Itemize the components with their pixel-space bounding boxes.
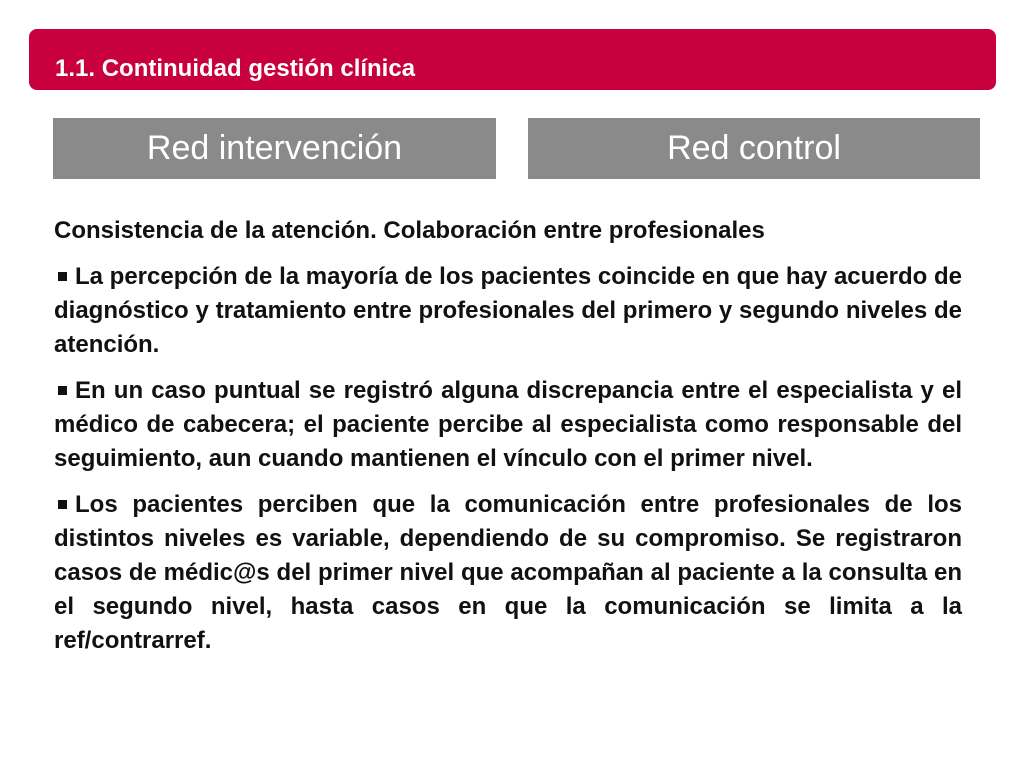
bullet-text: Los pacientes perciben que la comunicación entre profesionales de los distintos niveles es variable, dependiendo de su compromiso. Se registraron casos de médic@s del primer nivel que acompañan al paciente a la consulta en el segundo nivel, hasta casos en que la comunicación se limita a la ref/contrarref.	[54, 491, 962, 654]
bullet-text: La percepción de la mayoría de los pacientes coincide en que hay acuerdo de diagnóstico y tratamiento entre profesionales del primero y segundo niveles de atención.	[54, 263, 962, 358]
bullet-item	[54, 374, 962, 476]
bullet-item	[54, 488, 962, 658]
square-bullet-icon	[58, 500, 67, 509]
slide-content	[54, 214, 962, 670]
bullet-text: En un caso puntual se registró alguna discrepancia entre el especialista y el médico de cabecera; el paciente percibe al especialista como responsable del seguimiento, aun cuando mantienen el vínculo con el primer nivel.	[54, 377, 962, 472]
tab-red-control: Red control	[528, 118, 980, 179]
header-bar	[29, 29, 996, 90]
section-subtitle: Consistencia de la atención. Colaboración entre profesionales	[54, 217, 765, 244]
square-bullet-icon	[58, 386, 67, 395]
slide-title: 1.1. Continuidad gestión clínica	[55, 55, 416, 82]
square-bullet-icon	[58, 272, 67, 281]
bullet-item	[54, 260, 962, 362]
tab-red-intervencion: Red intervención	[53, 118, 496, 179]
